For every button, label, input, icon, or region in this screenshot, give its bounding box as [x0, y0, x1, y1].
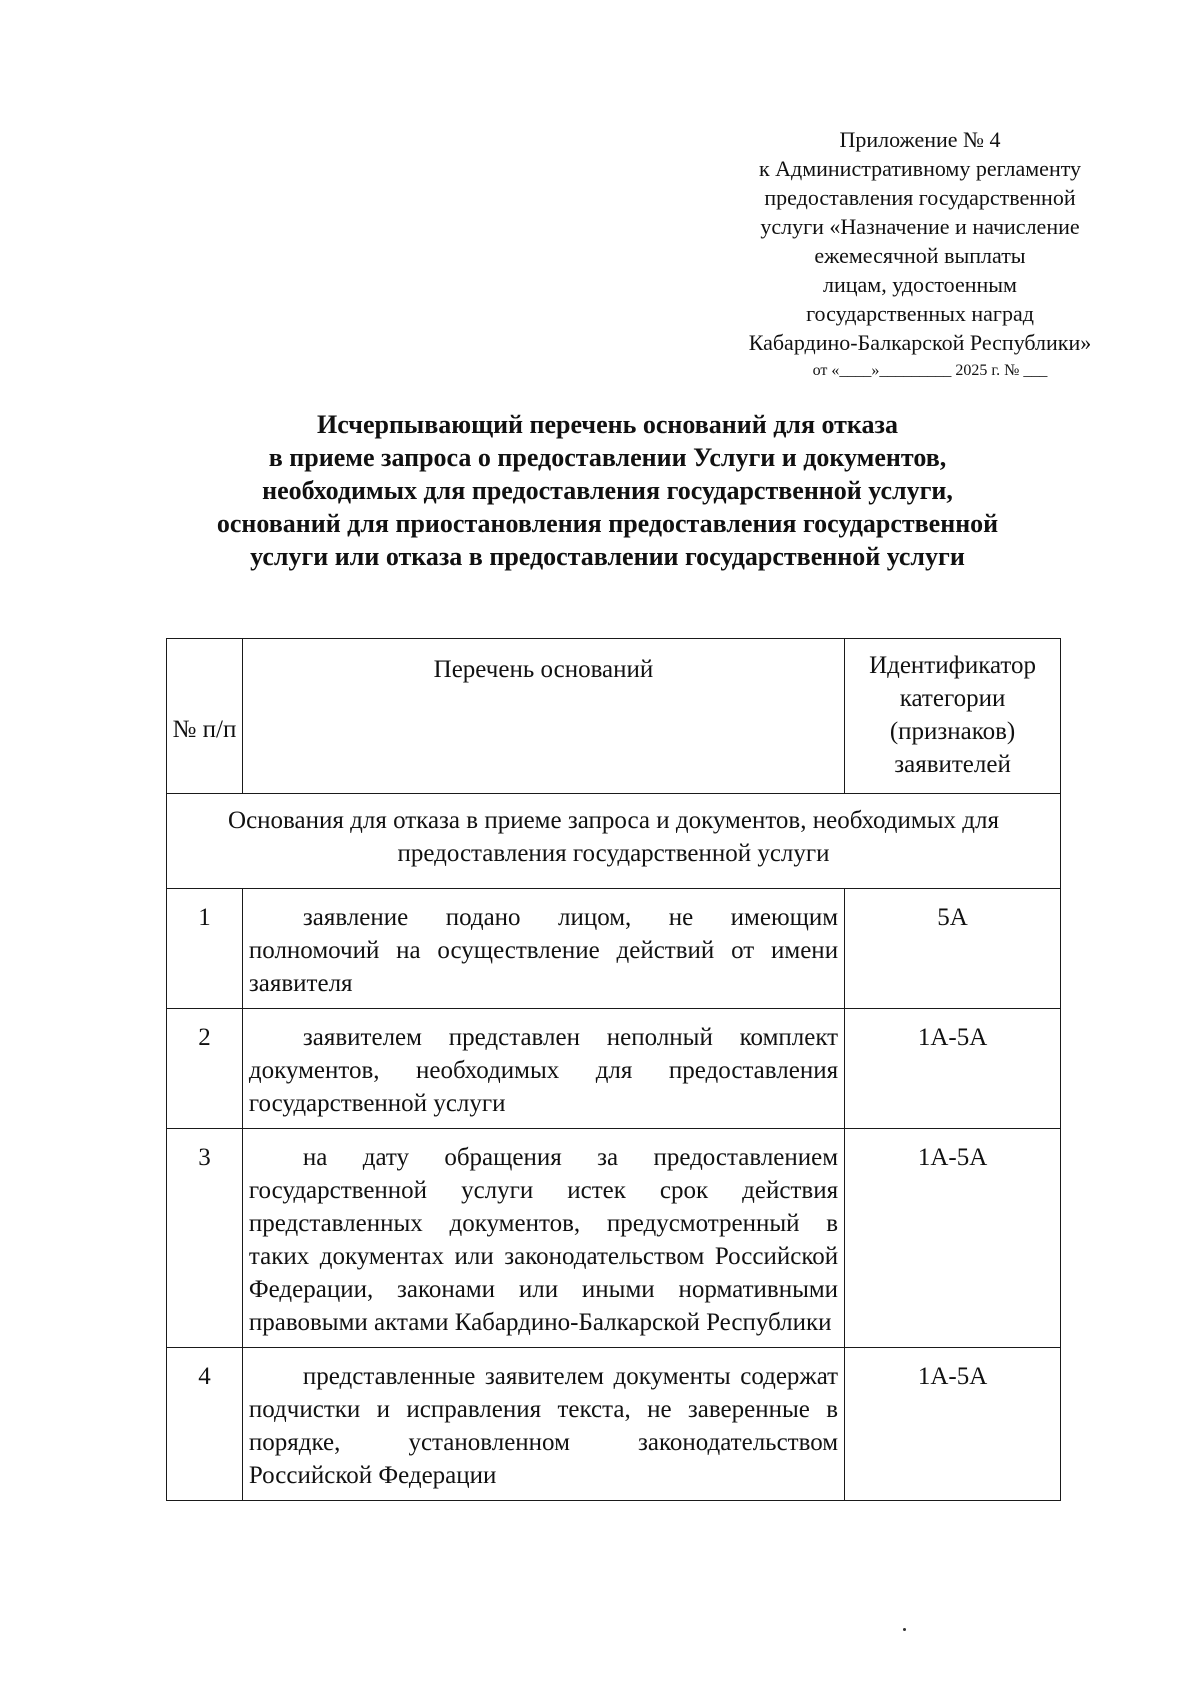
title-line: оснований для приостановления предоставления государственной — [216, 509, 999, 538]
row-num: 2 — [167, 1009, 243, 1129]
appendix-line: услуги «Назначение и начисление — [760, 214, 1080, 239]
row-id: 1А-5А — [845, 1348, 1061, 1501]
appendix-line: ежемесячной выплаты — [814, 243, 1026, 268]
document-title — [150, 408, 1065, 573]
header-desc: Перечень оснований — [242, 639, 844, 794]
row-desc: на дату обращения за предоставлением государственной услуги истек срок действия представленных документов, предусмотренный в таких документах или законодательством Российской Федерации, законами или иными нормативными правовыми актами Кабардино-Балкарской Республики — [242, 1129, 844, 1348]
appendix-line: к Административному регламенту — [758, 156, 1082, 181]
title-line: услуги или отказа в предоставлении государственной услуги — [250, 542, 965, 571]
grounds-table — [166, 638, 1061, 1501]
row-desc: представленные заявителем документы содержат подчистки и исправления текста, не заверенные в порядке, установленном законодательством Российской Федерации — [242, 1348, 844, 1501]
row-num: 1 — [167, 889, 243, 1009]
table-row — [167, 889, 1061, 1009]
appendix-header — [700, 125, 1140, 382]
section-title: Основания для отказа в приеме запроса и документов, необходимых для предоставления государственной услуги — [167, 794, 1061, 889]
appendix-line: предоставления государственной — [764, 185, 1076, 210]
table-row — [167, 1009, 1061, 1129]
table-row — [167, 1348, 1061, 1501]
scan-speck — [903, 1628, 906, 1631]
table-header-row — [167, 639, 1061, 794]
row-num: 4 — [167, 1348, 243, 1501]
appendix-line: Кабардино-Балкарской Республики» — [748, 330, 1092, 355]
section-title-row — [167, 794, 1061, 889]
header-id: Идентификатор категории (признаков) заявителей — [845, 639, 1061, 794]
appendix-line: государственных наград — [806, 301, 1034, 326]
row-id: 1А-5А — [845, 1129, 1061, 1348]
appendix-date-line: от «____»_________ 2025 г. № ___ — [812, 362, 1048, 379]
header-num: № п/п — [167, 639, 243, 794]
title-line: необходимых для предоставления государственной услуги, — [262, 476, 953, 505]
title-line: в приеме запроса о предоставлении Услуги и документов, — [268, 443, 947, 472]
appendix-line: лицам, удостоенным — [823, 272, 1017, 297]
row-id: 1А-5А — [845, 1009, 1061, 1129]
title-line: Исчерпывающий перечень оснований для отказа — [317, 410, 898, 439]
row-num: 3 — [167, 1129, 243, 1348]
table-row — [167, 1129, 1061, 1348]
appendix-line: Приложение № 4 — [839, 127, 1001, 152]
row-desc: заявителем представлен неполный комплект документов, необходимых для предоставления государственной услуги — [242, 1009, 844, 1129]
row-desc: заявление подано лицом, не имеющим полномочий на осуществление действий от имени заявителя — [242, 889, 844, 1009]
row-id: 5А — [845, 889, 1061, 1009]
